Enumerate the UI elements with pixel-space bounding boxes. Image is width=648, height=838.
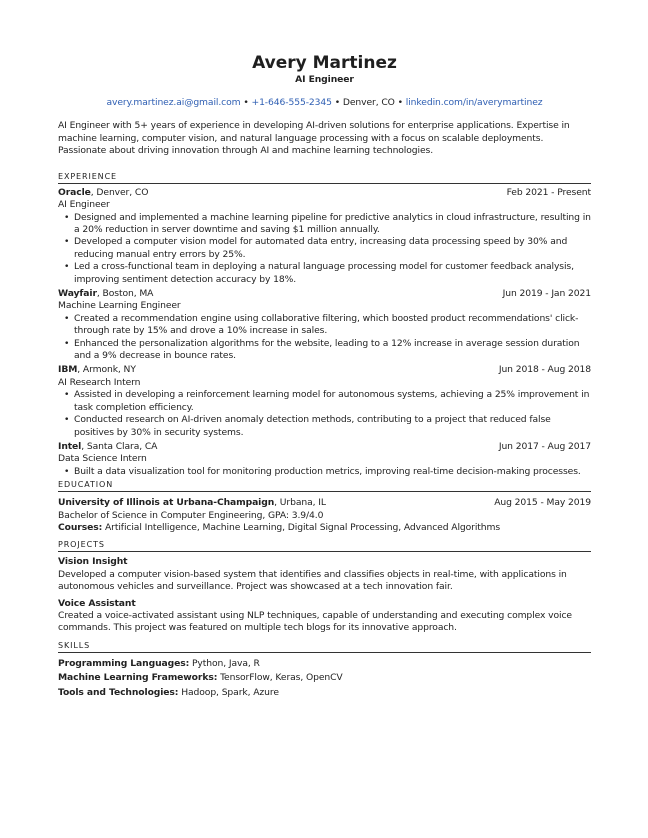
job-dates: Feb 2021 - Present	[506, 186, 591, 198]
experience-entry	[58, 187, 591, 286]
bullet-item: • Developed a computer vision model for automated data entry, increasing data processing speed by 30% and reducing manual entry errors by 25%.	[64, 236, 591, 261]
job-role: AI Engineer	[58, 199, 110, 211]
bullet-item: • Designed and implemented a machine learning pipeline for predictive analytics in cloud infrastructure, resulting in a 20% reduction in server downtime and saving $1 million annually.	[64, 212, 591, 237]
skill-row	[58, 687, 591, 699]
job-bullets	[64, 466, 591, 478]
courses-line	[58, 522, 591, 534]
experience-entry	[58, 441, 591, 478]
resume-page	[58, 54, 591, 699]
bullet-item: • Assisted in developing a reinforcement learning model for autonomous systems, achieving a 25% improvement in task completion efficiency.	[64, 389, 591, 414]
job-dates: Jun 2017 - Aug 2017	[498, 440, 591, 452]
experience-entry	[58, 364, 591, 438]
phone-link[interactable]: +1-646-555-2345	[251, 97, 332, 108]
bullet-item: • Built a data visualization tool for monitoring production metrics, improving real-time decision-making processes.	[64, 466, 591, 478]
company-name: Intel	[58, 440, 82, 452]
bullet-item: • Created a recommendation engine using collaborative filtering, which boosted product recommendations' click-through rate by 15% and drove a 10% increase in sales.	[64, 313, 591, 338]
experience-entry	[58, 288, 591, 362]
section-heading-experience: EXPERIENCE	[58, 172, 591, 184]
education-dates: Aug 2015 - May 2019	[494, 497, 591, 509]
contact-line	[58, 97, 591, 109]
job-dates: Jun 2019 - Jan 2021	[502, 288, 591, 300]
contact-separator: •	[394, 97, 406, 108]
skill-label: Tools and Technologies:	[58, 686, 179, 698]
bullet-item: • Enhanced the personalization algorithms for the website, leading to a 12% increase in average session duration and a 9% decrease in bounce rates.	[64, 338, 591, 363]
job-bullets	[64, 389, 591, 439]
courses-list: Artificial Intelligence, Machine Learning, Digital Signal Processing, Advanced Algorithms	[102, 521, 501, 533]
education-entry	[58, 497, 591, 534]
skill-label: Machine Learning Frameworks:	[58, 672, 218, 684]
school-name: University of Illinois at Urbana-Champaign	[58, 497, 275, 509]
job-role: Data Science Intern	[58, 453, 147, 465]
company-name: Wayfair	[58, 288, 97, 300]
company-location: , Armonk, NY	[77, 364, 136, 376]
bullet-item: • Conducted research on AI-driven anomaly detection methods, contributing to a project that reduced false positives by 30% in security systems.	[64, 414, 591, 439]
bullet-item: • Led a cross-functional team in deploying a natural language processing model for customer feedback analysis, improving sentiment detection accuracy by 18%.	[64, 261, 591, 286]
project-title: Voice Assistant	[58, 597, 136, 609]
skill-row	[58, 672, 591, 684]
email-link[interactable]: avery.martinez.ai@gmail.com	[106, 97, 241, 108]
degree-text: Bachelor of Science in Computer Engineering, GPA: 3.9/4.0	[58, 509, 324, 521]
skill-value: Python, Java, R	[189, 657, 260, 669]
project-title: Vision Insight	[58, 556, 128, 568]
linkedin-link[interactable]: linkedin.com/in/averymartinez	[405, 97, 543, 108]
contact-separator: •	[240, 97, 252, 108]
skill-row	[58, 658, 591, 670]
project-description: Developed a computer vision-based system that identifies and classifies objects in real-time, with applications in autonomous vehicles and surveillance. Project was showcased at a tech innovation fair.	[58, 568, 567, 593]
project-description: Created a voice-activated assistant using NLP techniques, capable of understanding and executing complex voice commands. This project was featured on multiple tech blogs for its innovative approach.	[58, 609, 572, 634]
contact-separator: •	[331, 97, 343, 108]
candidate-name: Avery Martinez	[252, 53, 397, 73]
section-heading-projects: PROJECTS	[58, 540, 591, 552]
section-heading-education: EDUCATION	[58, 480, 591, 492]
job-dates: Jun 2018 - Aug 2018	[498, 364, 591, 376]
job-role: Machine Learning Engineer	[58, 300, 181, 312]
project-entry	[58, 556, 591, 593]
job-role: AI Research Intern	[58, 376, 141, 388]
project-entry	[58, 598, 591, 635]
company-location: , Boston, MA	[96, 288, 154, 300]
job-bullets	[64, 212, 591, 286]
school-location: , Urbana, IL	[274, 497, 326, 509]
summary-paragraph: AI Engineer with 5+ years of experience in developing AI-driven solutions for enterprise applications. Expertise in machine learning, computer vision, and natural language processing with a focus on scalable deployments. Passionate about driving innovation through AI and machine learning technologies.	[58, 120, 570, 157]
candidate-title: AI Engineer	[295, 74, 354, 85]
company-name: Oracle	[58, 186, 91, 198]
skill-value: Hadoop, Spark, Azure	[178, 686, 279, 698]
skill-label: Programming Languages:	[58, 657, 190, 669]
section-heading-skills: SKILLS	[58, 641, 591, 653]
job-bullets	[64, 313, 591, 363]
company-location: , Denver, CO	[90, 186, 149, 198]
location-text: Denver, CO	[342, 97, 395, 108]
company-name: IBM	[58, 364, 78, 376]
skill-value: TensorFlow, Keras, OpenCV	[217, 672, 343, 684]
courses-label: Courses:	[58, 521, 103, 533]
company-location: , Santa Clara, CA	[81, 440, 158, 452]
